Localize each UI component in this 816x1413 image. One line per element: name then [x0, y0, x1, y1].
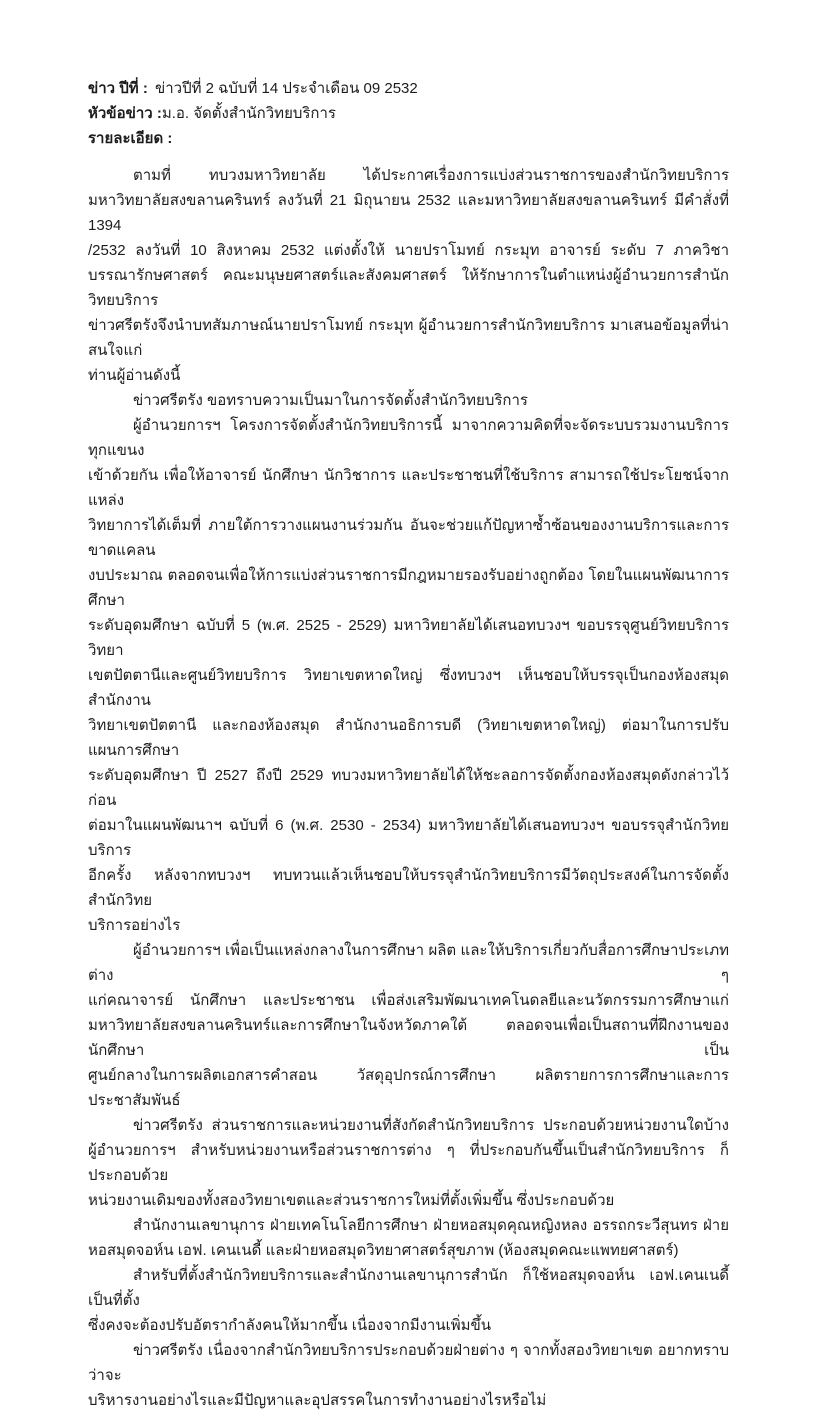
text-line: ข่าวศรีตรัง ขอทราบความเป็นมาในการจัดตั้งสำนักวิทยบริการ	[133, 392, 528, 409]
field-label-details: รายละเอียด :	[88, 130, 173, 147]
field-label-news-year: ข่าว ปีที่ :	[88, 80, 148, 97]
paragraph	[88, 1338, 729, 1413]
field-value-news-year: ข่าวปีที่ 2 ฉบับที่ 14 ประจำเดือน 09 2532	[155, 80, 418, 97]
text-line: ข่าวศรีตรัง เนื่องจากสำนักวิทยบริการประกอบด้วยฝ่ายต่าง ๆ จากทั้งสองวิทยาเขต อยากทราบว่าจะ	[88, 1342, 729, 1384]
text-line: ศูนย์กลางในการผลิตเอกสารคำสอน วัสดุอุปกรณ์การศึกษา ผลิตรายการการศึกษาและการประชาสัมพันธ์	[88, 1067, 729, 1109]
text-line: งบประมาณ ตลอดจนเพื่อให้การแบ่งส่วนราชการมีกฎหมายรองรับอย่างถูกต้อง โดยในแผนพัฒนาการศึกษา	[88, 567, 729, 609]
text-line: บริหารงานอย่างไรและมีปัญหาและอุปสรรคในการทำงานอย่างไรหรือไม่	[88, 1392, 547, 1409]
text-line: ผู้อำนวยการฯ เพื่อเป็นแหล่งกลางในการศึกษา ผลิต และให้บริการเกี่ยวกับสื่อการศึกษาประเภทต่าง ๆ	[88, 942, 729, 984]
text-line: แก่คณาจารย์ นักศึกษา และประชาชน เพื่อส่งเสริมพัฒนาเทคโนดลยีและนวัตกรรมการศึกษาแก่	[88, 992, 729, 1009]
text-line: ข่าวศรีตรังจึงนำบทสัมภาษณ์นายปราโมทย์ กระมุท ผู้อำนวยการสำนักวิทยบริการ มาเสนอข้อมูลที่น่าสนใจแก่	[88, 317, 729, 359]
text-line: ท่านผู้อ่านดังนี้	[88, 367, 181, 384]
field-value-topic: ม.อ. จัดตั้งสำนักวิทยบริการ	[161, 105, 336, 122]
text-line: สำนักงานเลขานุการ ฝ่ายเทคโนโลยีการศึกษา ฝ่ายหอสมุดคุณหญิงหลง อรรถกระวีสุนทร ฝ่าย	[133, 1217, 729, 1234]
text-line: บรรณารักษศาสตร์ คณะมนุษยศาสตร์และสังคมศาสตร์ ให้รักษาการในตำแหน่งผู้อำนวยการสำนักวิทยบริการ	[88, 267, 729, 309]
header-row-news-year	[88, 76, 729, 101]
header-row-details	[88, 126, 729, 151]
text-line: หอสมุดจอห์น เอฟ. เคนเนดี้ และฝ่ายหอสมุดวิทยาศาสตร์สุขภาพ (ห้องสมุดคณะแพทยศาสตร์)	[88, 1242, 679, 1259]
text-line: ระดับอุดมศึกษา ฉบับที่ 5 (พ.ศ. 2525 - 2529) มหาวิทยาลัยได้เสนอทบวงฯ ขอบรรจุศูนย์วิทยบริการ วิทยา	[88, 617, 729, 659]
paragraph	[88, 1113, 729, 1213]
body-text	[88, 163, 729, 1413]
text-line: ผู้อำนวยการฯ โครงการจัดตั้งสำนักวิทยบริการนี้ มาจากความคิดที่จะจัดระบบรวมงานบริการทุกแขนง	[88, 417, 729, 459]
text-line: อีกครั้ง หลังจากทบวงฯ ทบทวนแล้วเห็นชอบให้บรรจุสำนักวิทยบริการมีวัตถุประสงค์ในการจัดตั้งสำนักวิทย	[88, 867, 729, 909]
text-line: เขตปัตตานีและศูนย์วิทยบริการ วิทยาเขตหาดใหญ่ ซึ่งทบวงฯ เห็นชอบให้บรรจุเป็นกองห้องสมุด สำนักงาน	[88, 667, 729, 709]
paragraph	[88, 413, 729, 938]
text-line: ซึ่งคงจะต้องปรับอัตรากำลังคนให้มากขึ้น เนื่องจากมีงานเพิ่มขึ้น	[88, 1317, 492, 1334]
header-row-topic	[88, 101, 729, 126]
text-line: ข่าวศรีตรัง ส่วนราชการและหน่วยงานที่สังกัดสำนักวิทยบริการ ประกอบด้วยหน่วยงานใดบ้าง	[133, 1117, 729, 1134]
text-line: วิทยาเขตปัตตานี และกองห้องสมุด สำนักงานอธิการบดี (วิทยาเขตหาดใหญ่) ต่อมาในการปรับแผนการศึกษา	[88, 717, 729, 759]
text-line: ตามที่ ทบวงมหาวิทยาลัย ได้ประกาศเรื่องการแบ่งส่วนราชการของสำนักวิทยบริการ	[133, 167, 729, 184]
document-content	[88, 76, 729, 1413]
text-line: ต่อมาในแผนพัฒนาฯ ฉบับที่ 6 (พ.ศ. 2530 - 2534) มหาวิทยาลัยได้เสนอทบวงฯ ขอบรรจุสำนักวิทยบริการ	[88, 817, 729, 859]
text-line: มหาวิทยาลัยสงขลานครินทร์และการศึกษาในจังหวัดภาคใต้ ตลอดจนเพื่อเป็นสถานที่ฝึกงานของนักศึกษา เป็น	[88, 1017, 729, 1059]
text-line: หน่วยงานเดิมของทั้งสองวิทยาเขตและส่วนราชการใหม่ที่ตั้งเพิ่มขึ้น ซึ่งประกอบด้วย	[88, 1192, 615, 1209]
text-line: ผู้อำนวยการฯ สำหรับหน่วยงานหรือส่วนราชการต่าง ๆ ที่ประกอบกันขึ้นเป็นสำนักวิทยบริการ ก็ประกอบด้วย	[88, 1142, 729, 1184]
text-line: วิทยาการได้เต็มที่ ภายใต้การวางแผนงานร่วมกัน อันจะช่วยแก้ปัญหาซ้ำซ้อนของงานบริการและการขาดแคลน	[88, 517, 729, 559]
text-line: เข้าด้วยกัน เพื่อให้อาจารย์ นักศึกษา นักวิชาการ และประชาชนที่ใช้บริการ สามารถใช้ประโยชน์จากแหล่ง	[88, 467, 729, 509]
paragraph	[88, 388, 729, 413]
text-line: สำหรับที่ตั้งสำนักวิทยบริการและสำนักงานเลขานุการสำนัก ก็ใช้หอสมุดจอห์น เอฟ.เคนเนดี้ เป็นที่ตั้ง	[88, 1267, 729, 1309]
paragraph	[88, 1263, 729, 1338]
paragraph	[88, 163, 729, 388]
text-line: ระดับอุดมศึกษา ปี 2527 ถึงปี 2529 ทบวงมหาวิทยาลัยได้ให้ชะลอการจัดตั้งกองห้องสมุดดังกล่าวไว้ก่อน	[88, 767, 729, 809]
text-line: บริการอย่างไร	[88, 917, 181, 934]
paragraph	[88, 938, 729, 1113]
text-line: มหาวิทยาลัยสงขลานครินทร์ ลงวันที่ 21 มิถุนายน 2532 และมหาวิทยาลัยสงขลานครินทร์ มีคำสั่งที่ 1394	[88, 192, 729, 234]
field-label-topic: หัวข้อข่าว :	[88, 105, 162, 122]
paragraph	[88, 1213, 729, 1263]
text-line: /2532 ลงวันที่ 10 สิงหาคม 2532 แต่งตั้งให้ นายปราโมทย์ กระมุท อาจารย์ ระดับ 7 ภาควิชา	[88, 242, 729, 259]
